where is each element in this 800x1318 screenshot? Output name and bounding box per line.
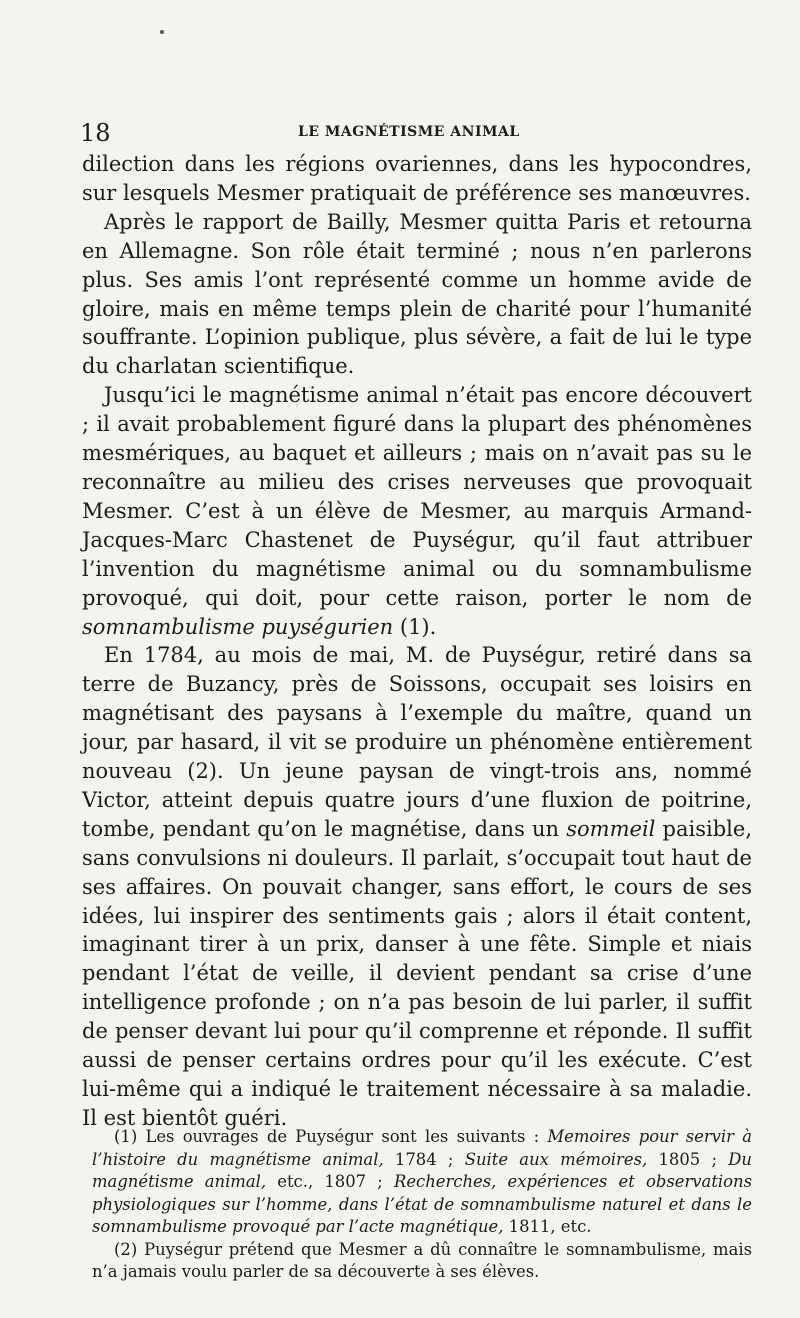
footnote-text: etc., 1807 ; xyxy=(266,1172,394,1191)
page-number: 18 xyxy=(80,119,111,147)
running-title: LE MAGNÉTISME ANIMAL xyxy=(298,124,520,140)
footnote-text: 1811, etc. xyxy=(503,1217,592,1236)
paragraph-text: Jusqu’ici le magnétisme animal n’était pas encore découvert ; il avait probablement figuré dans la plupart des phénomènes mesmériques, au baquet et ailleurs ; mais on n’avait pas su le reconnaître au milieu des crises nerveuses que provoquait Mesmer. C’est à un élève de Mesmer, au marquis Armand-Jacques-Marc Chastenet de Puységur, qu’il faut attribuer l’invention du magnétisme animal ou du somnambulisme provoqué, qui doit, pour cette raison, porter le nom de xyxy=(82,383,752,610)
paragraph-discovery xyxy=(82,381,752,641)
footnote-title: Memoires pour servir à l’histoire du magnétisme animal, xyxy=(92,1127,752,1169)
paragraph-continued: dilection dans les régions ovariennes, dans les hypocondres, sur lesquels Mesmer pratiquait de préférence ses manœuvres. xyxy=(82,152,752,205)
footnote-text: (1) Les ouvrages de Puységur sont les suivants : xyxy=(114,1127,548,1146)
paragraph-mesmer-departure: Après le rapport de Bailly, Mesmer quitta Paris et retourna en Allemagne. Son rôle était terminé ; nous n’en parlerons plus. Ses amis l’ont représenté comme un homme avide de gloire, mais en même temps plein de charité pour l’humanité souffrante. L’opinion publique, plus sévère, a fait de lui le type du charlatan scientifique. xyxy=(82,209,752,379)
footnotes xyxy=(92,1126,752,1284)
footnote-2: (2) Puységur prétend que Mesmer a dû connaître le somnambulisme, mais n’a jamais voulu parler de sa découverte à ses élèves. xyxy=(92,1239,752,1281)
footnote-text: 1784 ; xyxy=(383,1149,465,1169)
footnote-1 xyxy=(92,1126,752,1239)
page-header xyxy=(80,118,750,148)
footnote-title: Recherches, expériences et observations physiologiques sur l’homme, dans l’état de somnambulisme naturel et dans le somnambulisme provoqué par l’acte magnétique, xyxy=(92,1172,752,1236)
footnote-text: 1805 ; xyxy=(647,1149,729,1169)
main-text xyxy=(82,150,752,1133)
paragraph-text: En 1784, au mois de mai, M. de Puységur, retiré dans sa terre de Buzancy, près de Soissons, occupait ses loisirs en magnétisant des paysans à l’exemple du maître, quand un jour, par hasard, il vit se produire un phénomène entièrement nouveau (2). Un jeune paysan de vingt-trois ans, nommé Victor, atteint depuis quatre jours d’une fluxion de poitrine, tombe, pendant qu’on le magnétise, dans un xyxy=(82,643,752,841)
paragraph-buzancy xyxy=(82,641,752,1132)
ink-speck xyxy=(160,30,164,34)
italic-term: sommeil xyxy=(566,816,656,841)
paragraph-text: (1). xyxy=(393,614,437,639)
footnote-title: Du magnétisme animal, xyxy=(92,1149,752,1191)
paragraph-text: paisible, sans convulsions ni douleurs. Il parlait, s’occupait tout haut de ses affaires. On pouvait changer, sans effort, le cours de ses idées, lui inspirer des sentiments gais ; alors il était content, imaginant tirer à un prix, danser à une fête. Simple et niais pendant l’état de veille, il devient pendant sa crise d’une intelligence profonde ; on n’a pas besoin de lui parler, il suffit de penser devant lui pour qu’il comprenne et réponde. Il suffit aussi de penser certains ordres pour qu’il les exécute. C’est lui-même qui a indiqué le traitement nécessaire à sa maladie. Il est bientôt guéri. xyxy=(82,816,752,1130)
italic-term: somnambulisme puységurien xyxy=(82,614,394,639)
footnote-title: Suite aux mémoires, xyxy=(464,1149,648,1169)
